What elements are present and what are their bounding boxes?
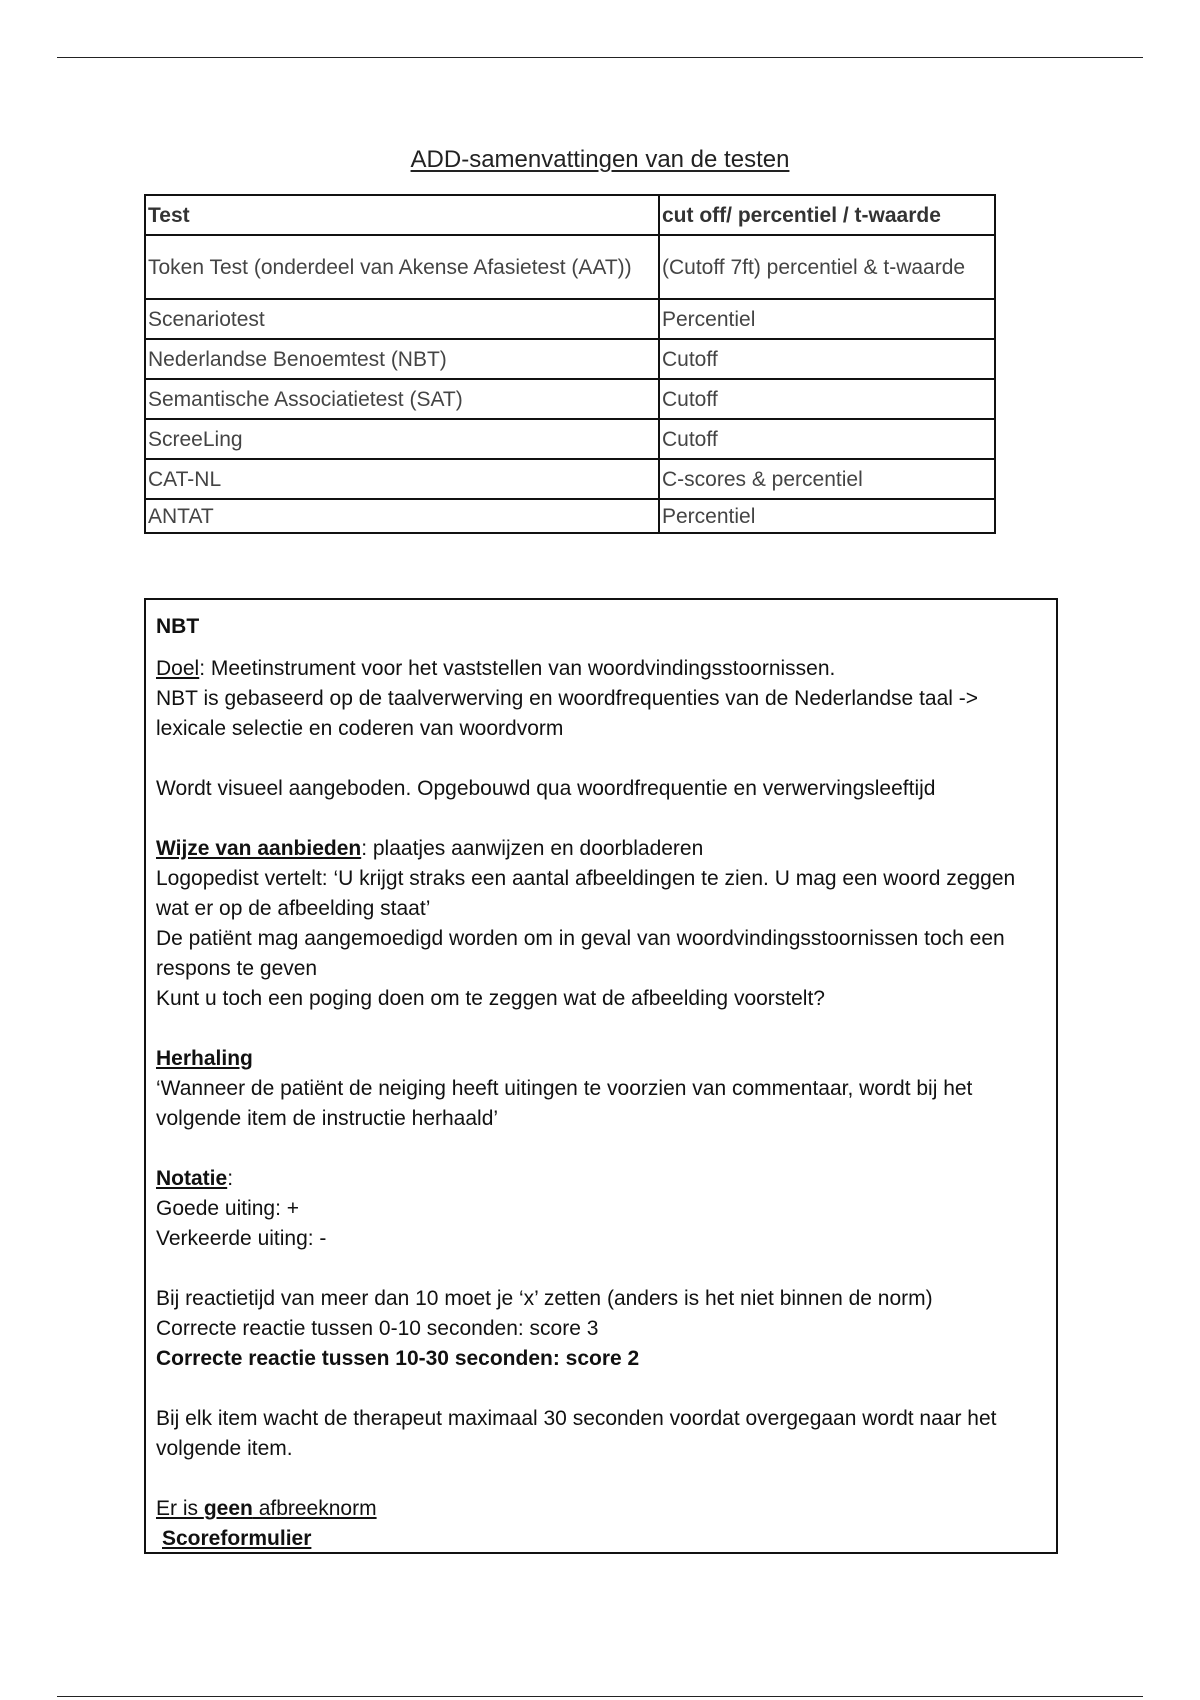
afbreek-bold: geen xyxy=(203,1497,253,1520)
table-row xyxy=(145,379,995,419)
visual-paragraph: Wordt visueel aangeboden. Opgebouwd qua woordfrequentie en verwervingsleeftijd xyxy=(156,777,936,800)
instructie-paragraph: Logopedist vertelt: ‘U krijgt straks een aantal afbeeldingen te zien. U mag een woord zeggen wat er op de afbeelding staat’ xyxy=(156,867,1016,920)
table-row xyxy=(145,419,995,459)
spacer xyxy=(156,1014,1046,1044)
test-name-cell: Nederlandse Benoemtest (NBT) xyxy=(145,339,659,379)
table-row xyxy=(145,459,995,499)
spacer xyxy=(156,642,1046,654)
herhaling-label: Herhaling xyxy=(156,1047,253,1070)
wijze-text: : plaatjes aanwijzen en doorbladeren xyxy=(361,837,704,860)
test-value-cell: Cutoff xyxy=(659,379,995,419)
wijze-label: Wijze van aanbieden xyxy=(156,837,362,860)
test-value-cell: Percentiel xyxy=(659,499,995,533)
test-name-cell: Token Test (onderdeel van Akense Afasietest (AAT)) xyxy=(145,235,659,299)
spacer xyxy=(156,1254,1046,1284)
footer-rule xyxy=(57,1696,1143,1697)
test-value-cell: (Cutoff 7ft) percentiel & t-waarde xyxy=(659,235,995,299)
nbt-heading: NBT xyxy=(156,615,200,638)
score2-paragraph: Correcte reactie tussen 10-30 seconden: score 2 xyxy=(156,1347,640,1370)
afbreek-pre: Er is xyxy=(156,1497,204,1520)
score3-paragraph: Correcte reactie tussen 0-10 seconden: score 3 xyxy=(156,1317,599,1340)
wijze-paragraph xyxy=(156,834,1046,864)
nbt-summary-box xyxy=(144,598,1058,1554)
table-row xyxy=(145,339,995,379)
test-name-cell: CAT-NL xyxy=(145,459,659,499)
afbreeknorm-paragraph xyxy=(156,1494,1046,1524)
poging-paragraph: Kunt u toch een poging doen om te zeggen wat de afbeelding voorstelt? xyxy=(156,987,825,1010)
wacht-paragraph: Bij elk item wacht de therapeut maximaal 30 seconden voordat overgegaan wordt naar het volgende item. xyxy=(156,1407,997,1460)
tests-table xyxy=(144,194,996,534)
spacer xyxy=(156,1134,1046,1164)
table-row xyxy=(145,235,995,299)
test-name-cell: Scenariotest xyxy=(145,299,659,339)
table-row xyxy=(145,499,995,533)
spacer xyxy=(156,804,1046,834)
test-value-cell: C-scores & percentiel xyxy=(659,459,995,499)
spacer xyxy=(156,744,1046,774)
verkeerde-uiting: Verkeerde uiting: - xyxy=(156,1227,327,1250)
test-name-cell: ANTAT xyxy=(145,499,659,533)
table-row xyxy=(145,299,995,339)
spacer xyxy=(156,1374,1046,1404)
notatie-label: Notatie xyxy=(156,1167,228,1190)
test-name-cell: ScreeLing xyxy=(145,419,659,459)
header-rule xyxy=(57,57,1143,58)
test-name-cell: Semantische Associatietest (SAT) xyxy=(145,379,659,419)
reactietijd-paragraph: Bij reactietijd van meer dan 10 moet je ‘x’ zetten (anders is het niet binnen de norm) xyxy=(156,1287,933,1310)
notatie-colon: : xyxy=(227,1167,234,1190)
test-value-cell: Percentiel xyxy=(659,299,995,339)
afbreek-post: afbreeknorm xyxy=(252,1497,377,1520)
column-header-test: Test xyxy=(145,195,659,235)
doel-paragraph xyxy=(156,654,1046,684)
table-header-row xyxy=(145,195,995,235)
spacer xyxy=(156,1464,1046,1494)
goede-uiting: Goede uiting: + xyxy=(156,1197,300,1220)
scoreformulier-link[interactable]: Scoreformulier xyxy=(162,1527,312,1550)
basis-paragraph: NBT is gebaseerd op de taalverwerving en woordfrequenties van de Nederlandse taal -> lexicale selectie en coderen van woordvorm xyxy=(156,687,979,740)
notatie-paragraph xyxy=(156,1164,1046,1194)
herhaling-paragraph: ‘Wanneer de patiënt de neiging heeft uitingen te voorzien van commentaar, wordt bij het volgende item de instructie herhaald’ xyxy=(156,1077,973,1130)
document-title: ADD-samenvattingen van de testen xyxy=(410,146,790,173)
test-value-cell: Cutoff xyxy=(659,419,995,459)
aanmoediging-paragraph: De patiënt mag aangemoedigd worden om in geval van woordvindingsstoornissen toch een respons te geven xyxy=(156,927,1005,980)
doel-label: Doel xyxy=(156,657,200,680)
column-header-cutoff: cut off/ percentiel / t-waarde xyxy=(659,195,995,235)
test-value-cell: Cutoff xyxy=(659,339,995,379)
doel-text: : Meetinstrument voor het vaststellen van woordvindingsstoornissen. xyxy=(199,657,836,680)
